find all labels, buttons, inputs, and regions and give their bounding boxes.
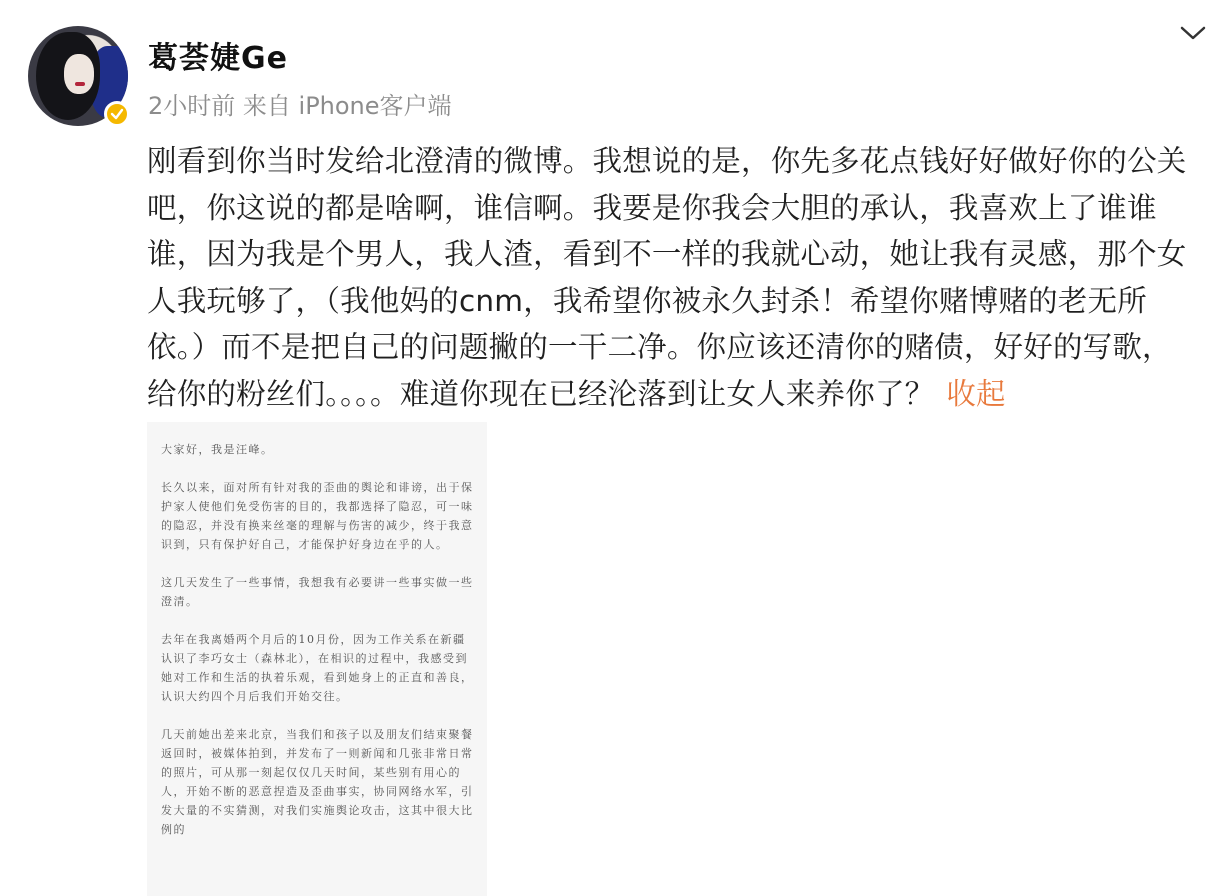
statement-paragraph: 几天前她出差来北京，当我们和孩子以及朋友们结束聚餐返回时，被媒体拍到，并发布了一则新闻和几张非常日常的照片，可从那一刻起仅仅几天时间，某些别有用心的人，开始不断的恶意捏造及歪曲事实，协同网络水军，引发大量的不实猜测，对我们实施舆论攻击，这其中很大比例的 — [161, 728, 474, 836]
attached-statement-image[interactable] — [147, 422, 487, 896]
chevron-down-icon[interactable] — [1178, 22, 1208, 44]
statement-paragraph: 这几天发生了一些事情，我想我有必要讲一些事实做一些澄清。 — [161, 576, 474, 608]
avatar-lips — [75, 82, 85, 86]
post-body-text: 刚看到你当时发给北澄清的微博。我想说的是，你先多花点钱好好做好你的公关吧，你这说的都是啥啊，谁信啊。我要是你我会大胆的承认，我喜欢上了谁谁谁，因为我是个男人，我人渣，看到不一样的我就心动，她让我有灵感，那个女人我玩够了，（我他妈的cnm，我希望你被永久封杀！希望你赌博赌的老无所依。）而不是把自己的问题撇的一干二净。你应该还清你的赌债，好好的写歌，给你的粉丝们。。。。难道你现在已经沦落到让女人来养你了？ — [147, 144, 1187, 411]
post-content — [147, 138, 1192, 417]
collapse-link[interactable]: 收起 — [946, 376, 1006, 411]
statement-paragraph: 去年在我离婚两个月后的10月份，因为工作关系在新疆认识了李巧女士（森林北），在相识的过程中，我感受到她对工作和生活的执着乐观，看到她身上的正直和善良，认识大约四个月后我们开始交往。 — [161, 633, 474, 703]
author-name[interactable]: 葛荟婕Ge — [148, 41, 288, 76]
statement-paragraph: 长久以来，面对所有针对我的歪曲的舆论和诽谤，出于保护家人使他们免受伤害的目的，我都选择了隐忍，可一味的隐忍，并没有换来丝毫的理解与伤害的减少，终于我意识到，只有保护好自己，才能保护好身边在乎的人。 — [161, 481, 474, 551]
post-meta: 2小时前 来自 iPhone客户端 — [148, 92, 452, 120]
avatar-face — [64, 54, 94, 94]
statement-paragraph: 大家好，我是汪峰。 — [161, 443, 274, 456]
verified-badge-icon — [104, 101, 130, 127]
checkmark-icon — [110, 107, 124, 121]
